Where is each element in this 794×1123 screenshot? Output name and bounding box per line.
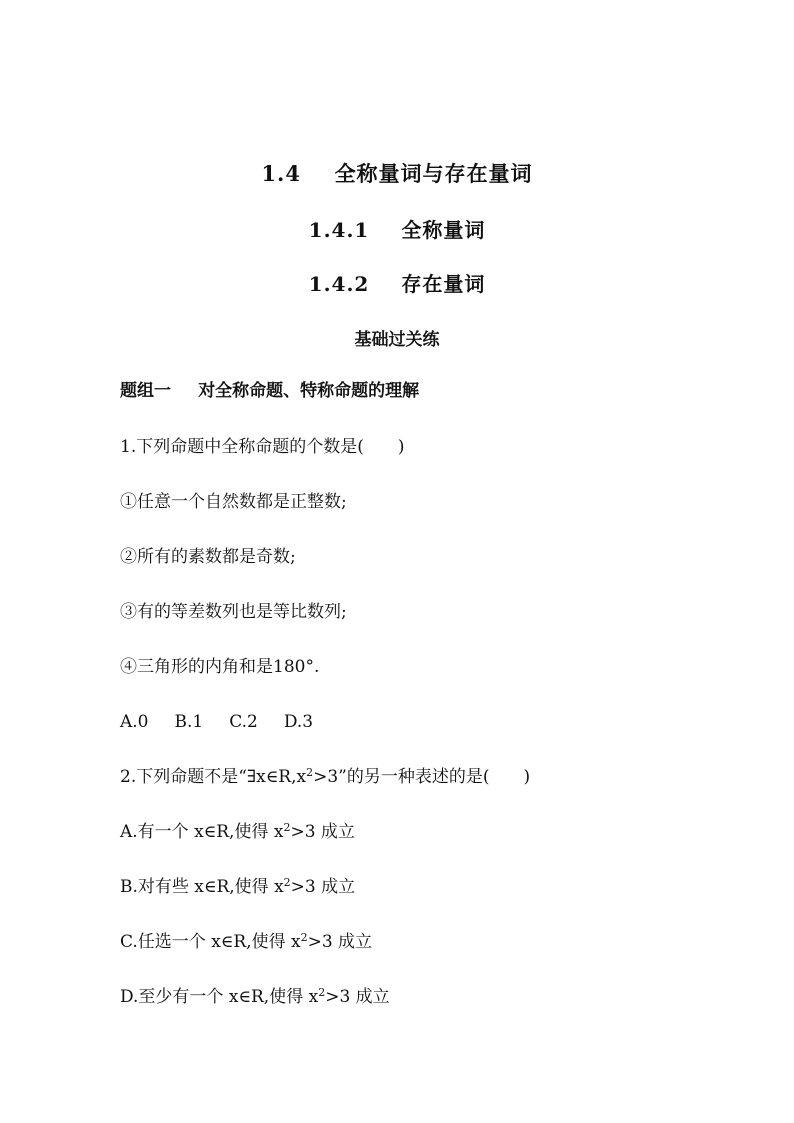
question-1-option-c: C.2 [229,712,258,732]
section-heading: 基础过关练 [354,330,440,350]
chapter-number: 1.4 [261,161,301,186]
option-b-exponent: 2 [283,876,291,889]
group-label: 题组一 [120,381,171,401]
question-group-heading [120,380,720,402]
chapter-title [0,158,794,188]
option-a-exponent: 2 [283,821,291,834]
subsection-number-1: 1.4.1 [308,218,370,242]
question-1-item-1: ①任意一个自然数都是正整数; [120,492,347,512]
question-2-stem-exponent: 2 [306,766,314,779]
option-a-text-end: >3 成立 [290,822,355,842]
subsection-title-2 [0,268,794,297]
subsection-title-1 [0,214,794,243]
question-2-stem-text-end: >3”的另一种表述的是( ) [313,767,531,787]
subsection-name-2: 存在量词 [401,272,486,296]
question-1-options [120,711,720,733]
option-c-exponent: 2 [300,931,308,944]
question-1-option-a: A.0 [120,712,149,732]
option-c-text-end: >3 成立 [307,932,373,952]
chapter-name: 全称量词与存在量词 [334,161,533,186]
question-2-option-d [120,986,720,1008]
question-1-stem: 1.下列命题中全称命题的个数是( ) [120,437,405,457]
subsection-name-1: 全称量词 [401,218,486,242]
option-d-exponent: 2 [318,986,326,999]
option-a-text: A.有一个 x∈R,使得 x [120,822,284,842]
group-title: 对全称命题、特称命题的理解 [198,381,420,401]
option-c-text: C.任选一个 x∈R,使得 x [120,932,301,952]
question-1-item-4: ④三角形的内角和是180°. [120,657,320,677]
question-2-option-b [120,876,720,898]
option-d-text-end: >3 成立 [325,987,390,1007]
question-2-option-c [120,931,720,953]
option-b-text-end: >3 成立 [290,877,356,897]
question-2-stem [120,766,720,788]
question-1-item-3: ③有的等差数列也是等比数列; [120,602,347,622]
question-2-stem-text: 2.下列命题不是“∃x∈R,x [120,767,307,787]
question-1-option-d: D.3 [283,712,314,732]
question-1-option-b: B.1 [174,712,204,732]
option-d-text: D.至少有一个 x∈R,使得 x [120,987,319,1007]
option-b-text: B.对有些 x∈R,使得 x [120,877,284,897]
question-2-option-a [120,821,720,843]
subsection-number-2: 1.4.2 [308,272,370,296]
question-1-item-2: ②所有的素数都是奇数; [120,547,296,567]
